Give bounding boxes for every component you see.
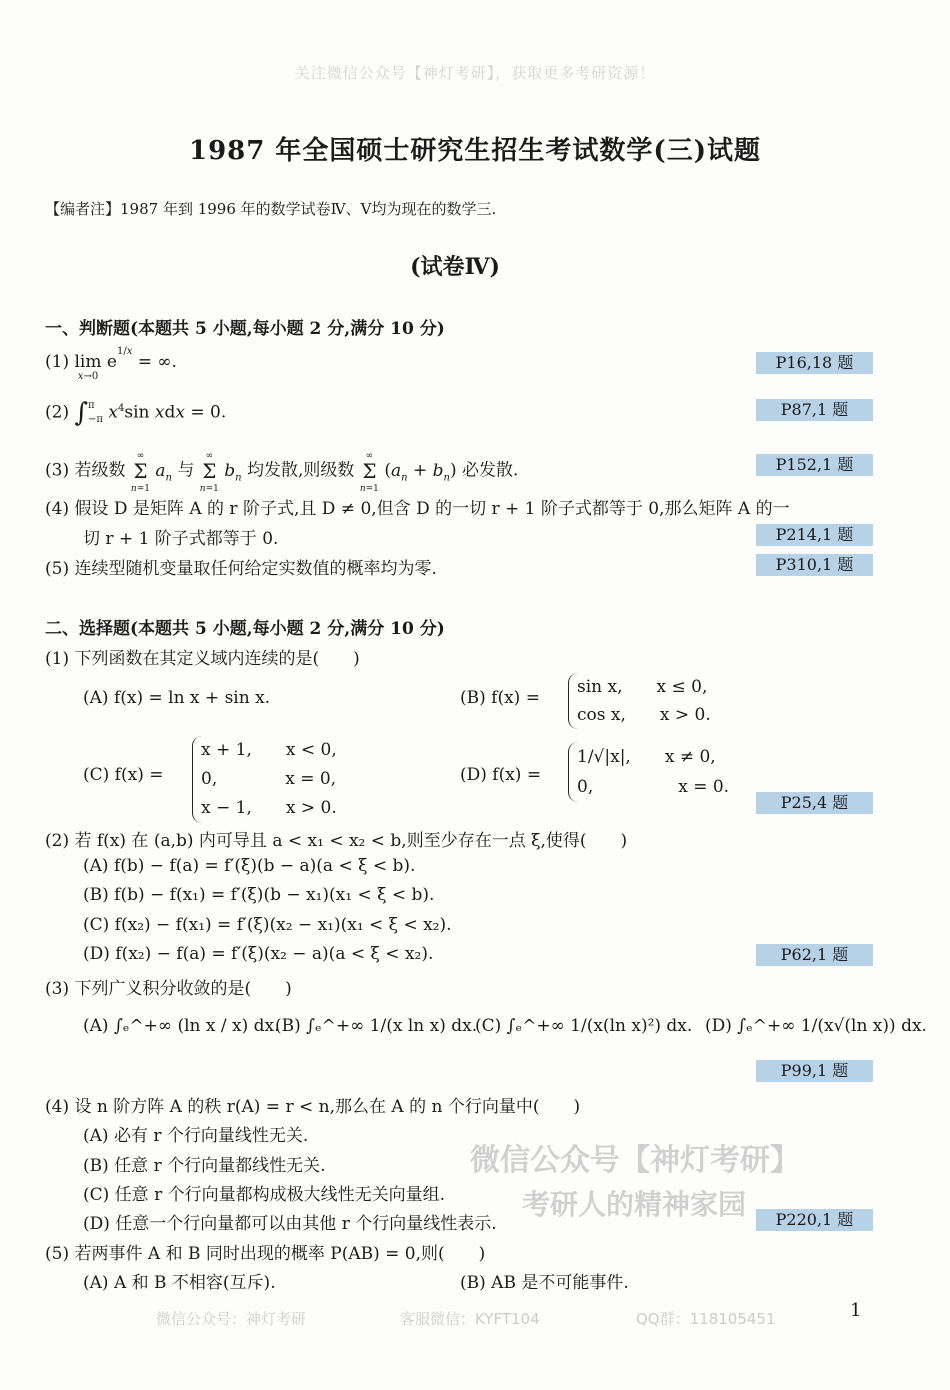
s2-q5-option-a: (A) A 和 B 不相容(互斥). <box>83 1273 276 1293</box>
ref-tag: P99,1 题 <box>756 1060 873 1082</box>
s1-q4-text: 假设 D 是矩阵 A 的 r 阶子式,且 D ≠ 0,但含 D 的一切 r + 1 阶子式都等于 0,那么矩阵 A 的一 <box>74 499 790 519</box>
s1-q5 <box>45 554 437 579</box>
case-line: 1/√|x|, x ≠ 0, <box>577 747 716 767</box>
s2-q1-option-b-cases <box>568 673 711 729</box>
s1-q2: (2) ∫π −π $x^4\sin$ xdx = 0. <box>45 398 227 428</box>
s2-q4-option-d: (D) 任意一个行向量都可以由其他 r 个行向量线性表示. <box>83 1214 497 1234</box>
page-number: 1 <box>850 1300 862 1321</box>
s1-q1: (1) lim $^{x\to 0}$ $e^{1/x}$ = ∞. <box>45 346 177 382</box>
case-line: x − 1, x > 0. <box>201 798 337 818</box>
s2-q4-option-c: (C) 任意 r 个行向量都构成极大线性无关向量组. <box>83 1185 446 1205</box>
case-line: sin x, x ≤ 0, <box>577 677 708 697</box>
s1-q4-num: (4) <box>45 499 70 519</box>
ref-tag: P62,1 题 <box>756 944 873 966</box>
s2-q3-option-c: (C) ∫ₑ^+∞ 1/(x(ln x)²) dx. <box>475 1016 693 1036</box>
s2-q3-option-b: (B) ∫ₑ^+∞ 1/(x ln x) dx. <box>275 1016 478 1036</box>
s1-q4 <box>45 494 790 519</box>
s2-q1-option-b-prefix: (B) f(x) = <box>460 688 540 708</box>
s2-q2-stem: (2) 若 f(x) 在 (a,b) 内可导且 a < x₁ < x₂ < b,则至少存在一点 ξ,使得( ) <box>45 831 628 851</box>
s1-q5-text: 连续型随机变量取任何给定实数值的概率均为零. <box>74 559 437 579</box>
s2-q1-stem: (1) 下列函数在其定义域内连续的是( ) <box>45 649 360 669</box>
s2-q2-option-a: (A) f(b) − f(a) = f′(ξ)(b − a)(a < ξ < b). <box>83 856 416 876</box>
ref-tag: P25,4 题 <box>756 792 873 814</box>
s2-q4-option-a: (A) 必有 r 个行向量线性无关. <box>83 1126 309 1146</box>
s2-q2-option-d: (D) f(x₂) − f(a) = f′(ξ)(x₂ − a)(a < ξ < x₂). <box>83 944 434 964</box>
case-line: 0, x = 0, <box>201 769 337 789</box>
s2-q1-option-c-cases <box>192 736 337 823</box>
ref-tag: P214,1 题 <box>756 524 873 546</box>
case-line: 0, x = 0. <box>577 777 730 797</box>
footer-qq: QQ群：118105451 <box>636 1310 776 1328</box>
ref-tag: P152,1 题 <box>756 454 873 476</box>
s2-q1-option-c-prefix: (C) f(x) = <box>83 765 164 785</box>
case-line: x + 1, x < 0, <box>201 740 337 760</box>
s1-q1-num: (1) <box>45 352 70 372</box>
page-title: 1987 年全国硕士研究生招生考试数学(三)试题 <box>188 136 762 166</box>
ref-tag: P16,18 题 <box>756 352 873 374</box>
top-watermark: 关注微信公众号【神灯考研】，获取更多考研资源！ <box>294 64 656 82</box>
footer-wechat: 微信公众号：神灯考研 <box>156 1310 307 1328</box>
paper-label: (试卷Ⅳ) <box>410 254 500 280</box>
s1-q3: (3) 若级数 ∞ Σ n=1 $a_n$ 与 ∞ Σ n=1 $b_n$ 均发散,则级数 ∞ Σ n=1 $(a_n + b_n)$ 必发散. <box>45 451 519 494</box>
s1-q2-num: (2) <box>45 402 70 423</box>
s2-q4-option-b: (B) 任意 r 个行向量都线性无关. <box>83 1156 326 1176</box>
s1-q4-cont: 切 r + 1 阶子式都等于 0. <box>83 529 279 549</box>
s2-q1-option-a: (A) f(x) = ln x + sin x. <box>83 688 271 708</box>
s2-q4-stem: (4) 设 n 阶方阵 A 的秩 r(A) = r < n,那么在 A 的 n 个行向量中( ) <box>45 1097 581 1117</box>
s2-q5-stem: (5) 若两事件 A 和 B 同时出现的概率 P(AB) = 0,则( ) <box>45 1244 486 1264</box>
ref-tag: P87,1 题 <box>756 399 873 421</box>
s2-q3-option-d: (D) ∫ₑ^+∞ 1/(x√(ln x)) dx. <box>705 1016 927 1036</box>
watermark-mid-line2: 考研人的精神家园 <box>522 1188 747 1221</box>
section2-heading: 二、选择题(本题共 5 小题,每小题 2 分,满分 10 分) <box>45 619 445 639</box>
s2-q5-option-b: (B) AB 是不可能事件. <box>460 1273 629 1293</box>
ref-tag: P220,1 题 <box>756 1209 873 1231</box>
s2-q1-option-d-cases <box>568 742 729 802</box>
case-line: cos x, x > 0. <box>577 705 711 725</box>
s2-q2-option-b: (B) f(b) − f(x₁) = f′(ξ)(b − x₁)(x₁ < ξ < b). <box>83 885 435 905</box>
s2-q2-option-c: (C) f(x₂) − f(x₁) = f′(ξ)(x₂ − x₁)(x₁ < ξ < x₂). <box>83 915 452 935</box>
section1-heading: 一、判断题(本题共 5 小题,每小题 2 分,满分 10 分) <box>45 319 445 339</box>
footer-service: 客服微信：KYFT104 <box>400 1310 540 1328</box>
s2-q3-option-a: (A) ∫ₑ^+∞ (ln x / x) dx. <box>83 1016 280 1036</box>
s2-q3-stem: (3) 下列广义积分收敛的是( ) <box>45 979 292 999</box>
s1-q3-num: (3) <box>45 460 70 481</box>
ref-tag: P310,1 题 <box>756 554 873 576</box>
watermark-mid-line1: 微信公众号【神灯考研】 <box>470 1143 800 1178</box>
s1-q5-num: (5) <box>45 559 70 579</box>
s2-q1-option-d-prefix: (D) f(x) = <box>460 765 542 785</box>
editor-note: 【编者注】1987 年到 1996 年的数学试卷Ⅳ、Ⅴ均为现在的数学三. <box>45 200 497 218</box>
